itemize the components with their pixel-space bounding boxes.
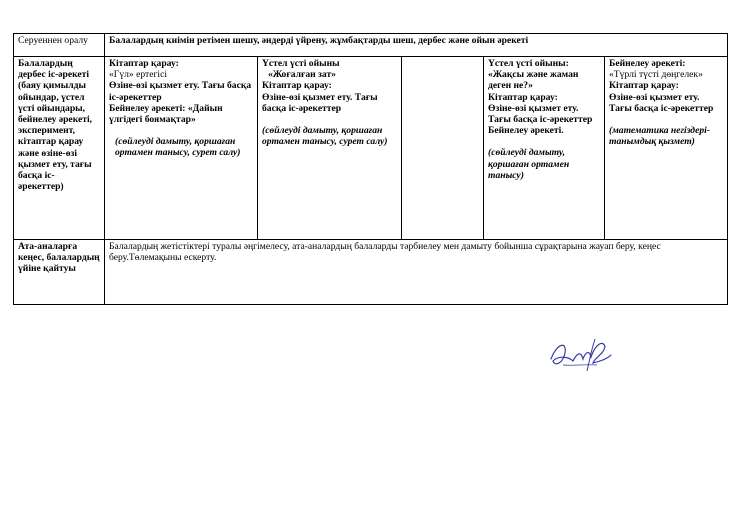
col2-note: (сөйлеуді дамыту, қоршаған ортамен танысу, сурет салу) xyxy=(262,125,388,148)
walk-label: Серуеннен оралу xyxy=(18,35,88,46)
activity-cell-1 xyxy=(105,57,258,240)
row-label-activity xyxy=(14,57,105,240)
row-label-parents xyxy=(14,240,105,305)
col4-art: Бейнелеу әрекеті. xyxy=(488,125,564,137)
col5-self-service: Өзіне-өзі қызмет ету. Тағы басқа іс-әрекеттер xyxy=(609,91,714,114)
col5-books: Кітаптар қарау: xyxy=(609,80,679,92)
col1-note: (сөйлеуді дамыту, қоршаған ортамен танысу, сурет салу) xyxy=(115,136,241,159)
col4-game: «Жақсы және жаман деген не?» xyxy=(488,69,579,92)
col4-books: Кітаптар қарау: xyxy=(488,91,558,103)
table-row-parents xyxy=(14,240,728,305)
schedule-table xyxy=(13,33,728,305)
parents-description: Балалардың жетістіктері туралы әңгімелесу, ата-аналардың балаларды тәрбиелеу мен дамыту бойынша сұрақтарына жауап беру, кеңес беру.Төлемақыны ескерту. xyxy=(109,241,661,264)
row-label-walk xyxy=(14,34,105,57)
col1-self-service: Өзіне-өзі қызмет ету. Тағы басқа іс-әрекеттер xyxy=(109,80,252,103)
activity-cell-2 xyxy=(258,57,402,240)
table-row-walk xyxy=(14,34,728,57)
col2-self-service: Өзіне-өзі қызмет ету. Тағы басқа іс-әрекеттер xyxy=(262,91,378,114)
handwritten-signature xyxy=(545,333,615,373)
col4-title: Үстел үсті ойыны: xyxy=(488,58,569,69)
activity-cell-3-empty xyxy=(402,57,484,240)
col2-game: «Жоғалған зат» xyxy=(268,69,336,81)
activity-cell-4 xyxy=(484,57,605,240)
walk-description-cell xyxy=(105,34,728,57)
col5-note: (математика негіздері-танымдық қызмет) xyxy=(609,125,710,148)
col4-self-service: Өзіне-өзі қызмет ету. Тағы басқа іс-әрекеттер xyxy=(488,102,593,126)
col4-note: (сөйлеуді дамыту, қоршаған ортамен танысу) xyxy=(488,147,570,181)
col5-title: Бейнелеу әрекеті: xyxy=(609,58,686,69)
col1-story: «Гүл» ертегісі xyxy=(109,69,168,81)
col2-books: Кітаптар қарау: xyxy=(262,80,332,92)
walk-description: Балалардың киімін ретімен шешу, әндерді үйрену, жұмбақтарды шеш, дербес және ойын әрекеті xyxy=(109,35,529,46)
col1-art: Бейнелеу әрекеті: «Дайын үлгідегі боямақтар» xyxy=(109,102,223,126)
table-row-activity xyxy=(14,57,728,240)
activity-label: Балалардың дербес іс-әрекеті (баяу қимылды ойындар, үстел үсті ойындары, бейнелеу әрекеті, эксперимент, кітаптар қарау және өзіне-өзі қызмет ету, тағы басқа іс-әрекеттер) xyxy=(18,58,93,193)
col2-title: Үстел үсті ойыны xyxy=(262,58,340,69)
parents-label: Ата-аналарға кеңес, балалардың үйіне қайтуы xyxy=(18,241,100,275)
activity-cell-5 xyxy=(605,57,728,240)
col1-title: Кітаптар қарау: xyxy=(109,58,179,69)
col5-game: «Түрлі түсті дөңгелек» xyxy=(609,69,703,81)
parents-description-cell xyxy=(105,240,728,305)
